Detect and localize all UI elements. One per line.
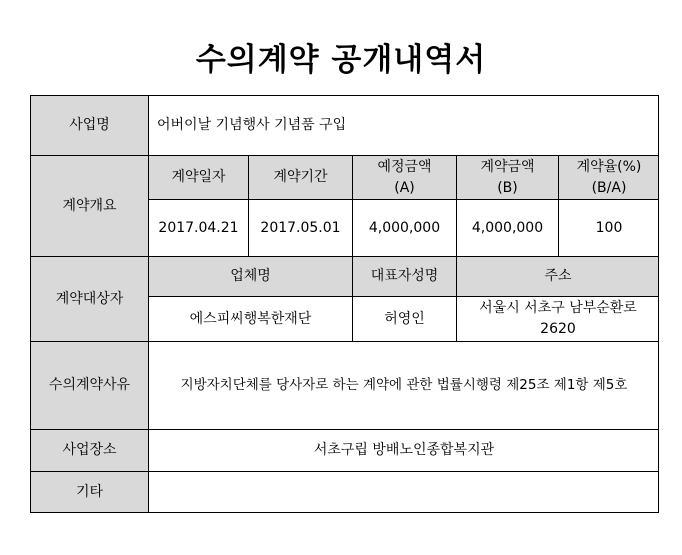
header-contract-period: 계약기간 xyxy=(248,155,352,199)
contract-period-value: 2017.05.01 xyxy=(248,199,352,256)
header-estimated-amount xyxy=(352,155,456,199)
address-line-2: 2620 xyxy=(540,321,576,337)
location-value: 서초구립 방배노인종합복지관 xyxy=(148,429,659,471)
company-value: 에스피씨행복한재단 xyxy=(148,296,352,341)
label-contractor: 계약대상자 xyxy=(30,256,148,341)
address-line-1: 서울시 서초구 남부순환로 xyxy=(479,300,637,316)
label-reason: 수의계약사유 xyxy=(30,341,148,429)
label-etc: 기타 xyxy=(30,471,148,513)
business-name-value: 어버이날 기념행사 기념품 구입 xyxy=(148,95,659,155)
contract-rate-value: 100 xyxy=(558,199,659,256)
header-contract-amount-sub: (B) xyxy=(497,179,518,196)
header-contract-amount xyxy=(456,155,558,199)
contract-amount-value: 4,000,000 xyxy=(456,199,558,256)
header-contract-amount-label: 계약금액 xyxy=(480,158,535,175)
document-title: 수의계약 공개내역서 xyxy=(195,42,487,78)
label-business-name: 사업명 xyxy=(30,95,148,155)
etc-value xyxy=(148,471,659,513)
label-location: 사업장소 xyxy=(30,429,148,471)
address-value xyxy=(456,296,659,341)
estimated-amount-value: 4,000,000 xyxy=(352,199,456,256)
reason-value: 지방자치단체를 당사자로 하는 계약에 관한 법률시행령 제25조 제1항 제5호 xyxy=(148,341,659,429)
header-contract-date: 계약일자 xyxy=(148,155,248,199)
contract-date-value: 2017.04.21 xyxy=(148,199,248,256)
header-contract-rate-label: 계약율(%) xyxy=(576,158,642,175)
header-address: 주소 xyxy=(456,256,659,296)
header-contract-rate xyxy=(558,155,659,199)
label-contract-overview: 계약개요 xyxy=(30,155,148,256)
header-estimated-amount-label: 예정금액 xyxy=(377,158,432,175)
header-estimated-amount-sub: (A) xyxy=(394,179,415,196)
representative-value: 허영인 xyxy=(352,296,456,341)
header-company: 업체명 xyxy=(148,256,352,296)
header-contract-rate-sub: (B/A) xyxy=(591,179,627,196)
header-representative: 대표자성명 xyxy=(352,256,456,296)
